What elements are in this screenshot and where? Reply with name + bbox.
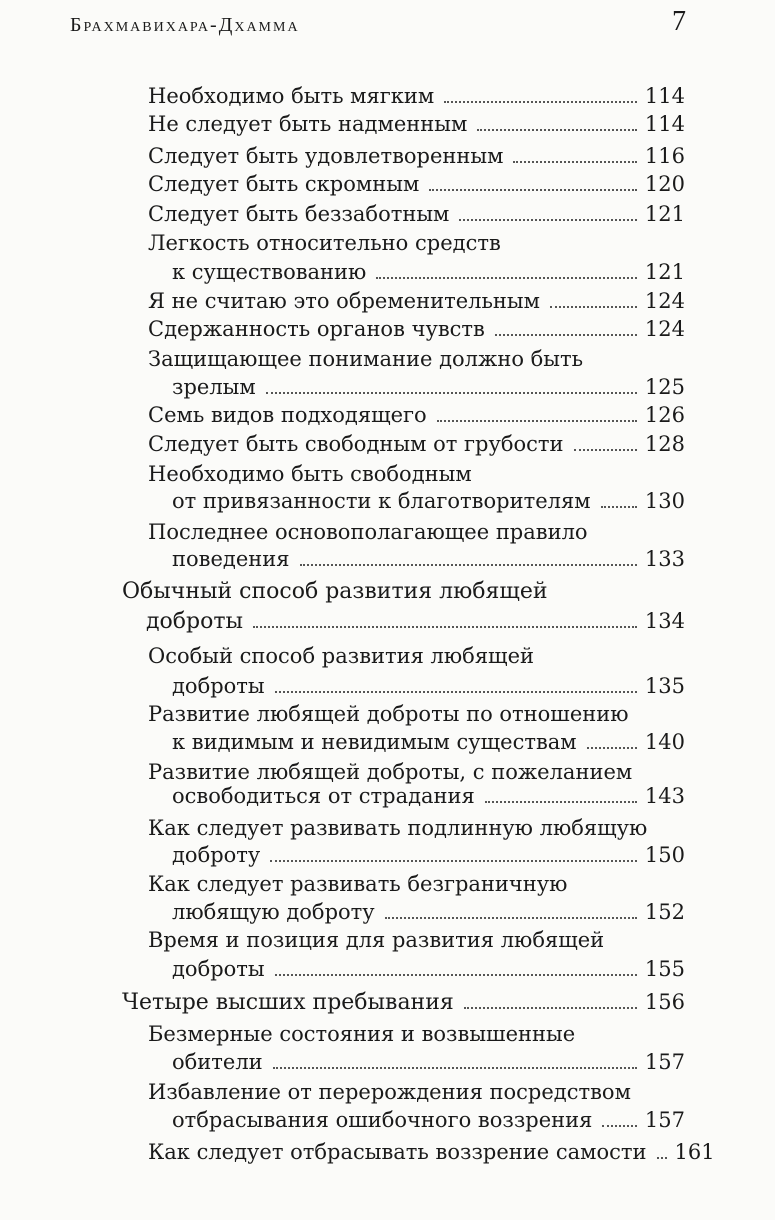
running-header-title: Брахмавихара-Дхамма xyxy=(70,14,300,36)
toc-entry xyxy=(148,345,583,374)
toc-entry-title: доброты xyxy=(146,609,244,634)
toc-entry xyxy=(148,870,567,899)
dot-leader xyxy=(444,101,637,103)
toc-entry xyxy=(172,1048,685,1077)
dot-leader xyxy=(495,334,637,336)
toc-entry-title: к видимым и невидимым существам xyxy=(172,730,577,754)
toc-entry xyxy=(172,373,685,402)
toc-entry-page: 140 xyxy=(644,730,685,754)
toc-entry-page: 114 xyxy=(644,112,685,136)
dot-leader xyxy=(376,277,637,279)
toc-entry-title: Развитие любящей доброты по отношению xyxy=(148,702,629,726)
toc-entry xyxy=(148,430,685,459)
dot-leader xyxy=(550,306,637,308)
toc-entry-title: обители xyxy=(172,1050,263,1074)
toc-entry-title: Безмерные состояния и возвышенные xyxy=(148,1022,576,1046)
toc-entry-title: Следует быть беззаботным xyxy=(148,202,450,226)
toc-entry-title: Четыре высших пребывания xyxy=(122,990,454,1015)
dot-leader xyxy=(266,392,637,394)
toc-entry-page: 126 xyxy=(644,403,685,427)
toc-entry-title: доброты xyxy=(172,674,265,698)
toc-entry-page: 125 xyxy=(644,375,685,399)
toc-entry xyxy=(148,926,604,955)
toc-entry xyxy=(122,988,685,1017)
toc-entry-page: 134 xyxy=(644,609,685,633)
toc-entry-page: 152 xyxy=(644,900,685,924)
toc-entry-title: Избавление от перерождения посредством xyxy=(148,1080,631,1104)
dot-leader xyxy=(485,801,637,803)
dot-leader xyxy=(574,449,637,451)
toc-entry-page: 161 xyxy=(674,1140,715,1164)
dot-leader xyxy=(275,691,637,693)
toc-entry xyxy=(148,82,685,111)
toc-entry-title: Следует быть удовлетворенным xyxy=(148,144,504,168)
dot-leader xyxy=(253,626,637,628)
toc-entry xyxy=(172,841,685,870)
toc-entry-title: Обычный способ развития любящей xyxy=(122,579,548,604)
toc-entry-title: Как следует отбрасывать воззрение самости xyxy=(148,1140,647,1164)
toc-entry xyxy=(172,955,685,984)
toc-entry-title: Как следует развивать подлинную любящую xyxy=(148,816,648,840)
toc-entry xyxy=(148,642,534,671)
toc-entry xyxy=(172,1106,685,1135)
toc-entry-title: Как следует развивать безграничную xyxy=(148,872,568,896)
dot-leader xyxy=(601,506,637,508)
toc-entry-page: 135 xyxy=(644,674,685,698)
toc-entry xyxy=(148,315,685,344)
toc-entry xyxy=(148,110,685,139)
toc-entry-page: 155 xyxy=(644,957,685,981)
dot-leader xyxy=(464,1007,637,1009)
toc-entry xyxy=(146,607,685,636)
toc-entry xyxy=(172,782,685,811)
toc-entry-page: 121 xyxy=(644,260,685,284)
toc-entry xyxy=(148,229,501,258)
toc-entry-page: 130 xyxy=(644,489,685,513)
toc-entry xyxy=(172,898,685,927)
toc-entry-page: 114 xyxy=(644,84,685,108)
toc-entry-title: Защищающее понимание должно быть xyxy=(148,347,584,371)
toc-entry-page: 157 xyxy=(644,1108,685,1132)
toc-entry-title: Следует быть скромным xyxy=(148,172,420,196)
toc-entry-page: 116 xyxy=(644,144,685,168)
page-number: 7 xyxy=(672,6,686,37)
dot-leader xyxy=(587,747,637,749)
toc-entry-page: 120 xyxy=(644,172,685,196)
toc-entry xyxy=(148,170,685,199)
toc-entry xyxy=(172,728,685,757)
toc-entry-page: 150 xyxy=(644,843,685,867)
dot-leader xyxy=(657,1157,667,1159)
toc-entry xyxy=(172,487,685,516)
toc-entry xyxy=(148,200,685,229)
toc-entry xyxy=(148,814,647,843)
dot-leader xyxy=(513,161,636,163)
toc-entry-page: 133 xyxy=(644,547,685,571)
toc-entry xyxy=(172,672,685,701)
toc-entry xyxy=(148,460,472,489)
toc-entry-title: Развитие любящей доброты, с пожеланием xyxy=(148,760,633,784)
dot-leader xyxy=(437,420,637,422)
toc-entry xyxy=(148,1020,575,1049)
toc-entry xyxy=(148,1138,715,1167)
toc-entry-title: Необходимо быть мягким xyxy=(148,84,435,108)
toc-entry-page: 128 xyxy=(644,432,685,456)
toc-entry-page: 124 xyxy=(644,289,685,313)
toc-entry-title: Последнее основополагающее правило xyxy=(148,520,588,544)
toc-entry-title: Сдержанность органов чувств xyxy=(148,317,485,341)
toc-entry xyxy=(148,287,685,316)
toc-entry xyxy=(148,1078,631,1107)
toc-entry-title: доброту xyxy=(172,843,261,867)
toc-entry xyxy=(148,518,588,547)
toc-entry xyxy=(148,142,685,171)
toc-entry-title: зрелым xyxy=(172,375,256,399)
toc-entry-page: 157 xyxy=(644,1050,685,1074)
toc-entry-title: Семь видов подходящего xyxy=(148,403,427,427)
dot-leader xyxy=(429,189,637,191)
dot-leader xyxy=(459,219,637,221)
toc-entry-title: к существованию xyxy=(172,260,367,284)
toc-entry xyxy=(172,545,685,574)
dot-leader xyxy=(300,564,637,566)
toc-entry-page: 121 xyxy=(644,202,685,226)
toc-entry-title: Я не считаю это обременительным xyxy=(148,289,540,313)
dot-leader xyxy=(275,974,637,976)
toc-entry-title: Время и позиция для развития любящей xyxy=(148,928,605,952)
dot-leader xyxy=(477,129,637,131)
toc-entry xyxy=(148,700,629,729)
toc-entry xyxy=(172,258,685,287)
toc-entry xyxy=(148,401,685,430)
toc-entry-title: любящую доброту xyxy=(172,900,375,924)
toc-entry-title: Особый способ развития любящей xyxy=(148,644,535,668)
toc-entry-title: Необходимо быть свободным xyxy=(148,462,472,486)
toc-entry xyxy=(122,577,548,606)
toc-entry-title: Следует быть свободным от грубости xyxy=(148,432,564,456)
toc-entry-page: 156 xyxy=(644,990,685,1014)
toc-entry-title: отбрасывания ошибочного воззрения xyxy=(172,1108,593,1132)
toc-entry-page: 143 xyxy=(644,784,685,808)
toc-entry-page: 124 xyxy=(644,317,685,341)
dot-leader xyxy=(270,860,637,862)
dot-leader xyxy=(385,917,637,919)
toc-entry-title: от привязанности к благотворителям xyxy=(172,489,591,513)
dot-leader xyxy=(273,1067,637,1069)
toc-entry-title: освободиться от страдания xyxy=(172,784,475,808)
toc-entry-title: Не следует быть надменным xyxy=(148,112,468,136)
toc-entry-title: доброты xyxy=(172,957,265,981)
toc-entry-title: поведения xyxy=(172,547,290,571)
dot-leader xyxy=(602,1125,637,1127)
toc-entry-title: Легкость относительно средств xyxy=(148,231,501,255)
